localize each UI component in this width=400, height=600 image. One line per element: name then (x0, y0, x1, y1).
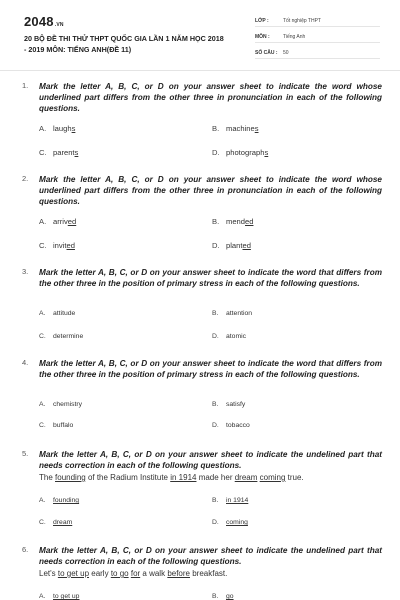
option-text: mend (226, 217, 245, 226)
option-b[interactable] (212, 401, 245, 408)
option-d[interactable] (212, 241, 251, 250)
option-letter: D. (212, 148, 220, 157)
option-letter: A. (39, 593, 46, 600)
option-text: satisfy (226, 401, 246, 408)
option-underlined: ed (66, 241, 75, 250)
option-letter: B. (212, 310, 219, 317)
question-number: 3. (22, 267, 29, 276)
question-prompt: Mark the letter A, B, C, or D on your answer sheet to indicate the word that differs from the other three in the position of primary stress in each of the following questions. (39, 268, 382, 288)
question-sentence (39, 472, 382, 483)
option-letter: C. (39, 422, 46, 429)
meta-class-row (255, 14, 380, 27)
option-underlined: s (264, 148, 269, 157)
sentence-underlined: to get up (57, 569, 90, 578)
question-number: 1. (22, 81, 29, 90)
meta-class-label: LỚP : (255, 18, 269, 24)
option-text: determine (53, 333, 84, 340)
option-letter: C. (39, 148, 47, 157)
option-c[interactable] (39, 148, 78, 157)
meta-subject-row (255, 30, 380, 43)
option-b[interactable] (212, 217, 253, 226)
header-divider (0, 70, 400, 71)
option-c[interactable] (39, 241, 75, 250)
option-text: tobacco (226, 422, 250, 429)
option-d[interactable] (212, 333, 246, 340)
option-letter: B. (212, 497, 219, 504)
sentence-underlined: coming (259, 473, 286, 482)
option-text: arriv (53, 217, 68, 226)
option-underlined: ed (242, 241, 251, 250)
option-text: atomic (226, 333, 247, 340)
site-logo[interactable] (24, 14, 64, 29)
option-b[interactable] (212, 310, 252, 317)
option-letter: A. (39, 497, 46, 504)
sentence-part: of the Radium Institute (85, 473, 171, 482)
sentence-part: a walk (140, 569, 168, 578)
option-letter: D. (212, 333, 219, 340)
option-letter: B. (212, 593, 219, 600)
sentence-part: breakfast. (190, 569, 228, 578)
option-text: attention (226, 310, 253, 317)
option-letter: C. (39, 519, 46, 526)
option-text: buffalo (53, 422, 74, 429)
option-letter: A. (39, 310, 46, 317)
option-text: attitude (53, 310, 76, 317)
sentence-underlined: for (130, 569, 141, 578)
option-a[interactable] (39, 593, 79, 600)
sentence-underlined: to go (110, 569, 129, 578)
option-underlined: dream (53, 519, 73, 526)
exam-title-line-2: - 2019 MÔN: TIẾNG ANH(ĐỀ 11) (24, 45, 132, 54)
option-letter: D. (212, 241, 220, 250)
question-prompt: Mark the letter A, B, C, or D on your answer sheet to indicate the word that differs from the other three in the position of primary stress in each of the following questions. (39, 359, 382, 379)
option-c[interactable] (39, 333, 83, 340)
sentence-underlined: founding (55, 473, 86, 482)
meta-count-value: 50 (283, 50, 289, 56)
option-letter: A. (39, 401, 46, 408)
option-letter: B. (212, 401, 219, 408)
question-number: 4. (22, 358, 29, 367)
option-letter: B. (212, 217, 220, 226)
option-a[interactable] (39, 401, 82, 408)
option-letter: D. (212, 519, 219, 526)
option-c[interactable] (39, 422, 73, 429)
option-text: invit (53, 241, 67, 250)
option-text: chemistry (53, 401, 83, 408)
option-underlined: to get up (53, 593, 80, 600)
question-prompt: Mark the letter A, B, C, or D on your answer sheet to indicate the undelined part that needs correction in each of the following questions. (39, 546, 382, 566)
sentence-part: The (39, 473, 56, 482)
option-underlined: ed (245, 217, 254, 226)
option-a[interactable] (39, 497, 79, 504)
option-underlined: in 1914 (226, 497, 249, 504)
option-underlined: s (254, 124, 259, 133)
question-number: 2. (22, 174, 29, 183)
option-b[interactable] (212, 497, 248, 504)
option-text: plant (226, 241, 243, 250)
meta-count-row (255, 46, 380, 59)
option-d[interactable] (212, 148, 268, 157)
question-sentence (39, 568, 382, 579)
option-letter: A. (39, 217, 47, 226)
option-a[interactable] (39, 310, 75, 317)
meta-subject-label: MÔN : (255, 34, 270, 40)
option-underlined: s (71, 124, 76, 133)
option-underlined: s (74, 148, 79, 157)
meta-count-label: SỐ CÂU : (255, 50, 278, 56)
option-d[interactable] (212, 422, 250, 429)
option-c[interactable] (39, 519, 72, 526)
sentence-part: made her (196, 473, 235, 482)
sentence-underlined: before (167, 569, 190, 578)
option-a[interactable] (39, 217, 76, 226)
option-text: photograph (226, 148, 265, 157)
option-b[interactable] (212, 593, 234, 600)
option-d[interactable] (212, 519, 248, 526)
option-b[interactable] (212, 124, 259, 133)
sentence-underlined: in 1914 (170, 473, 197, 482)
option-letter: B. (212, 124, 220, 133)
exam-header (0, 0, 400, 70)
question-prompt: Mark the letter A, B, C, or D on your answer sheet to indicate the word whose underlined part differs from the other three in pronunciation in each of the following questions. (39, 82, 382, 113)
logo-text: 2048 (24, 14, 54, 29)
meta-subject-value: Tiếng Anh (283, 34, 306, 40)
option-letter: C. (39, 241, 47, 250)
option-underlined: founding (53, 497, 80, 504)
option-text: laugh (53, 124, 72, 133)
option-a[interactable] (39, 124, 75, 133)
sentence-underlined: dream (234, 473, 258, 482)
sentence-part: early (89, 569, 111, 578)
question-prompt: Mark the letter A, B, C, or D on your answer sheet to indicate the word whose underlined part differs from the other three in pronunciation in each of the following questions. (39, 175, 382, 206)
option-underlined: go (226, 593, 234, 600)
meta-class-value: Tốt nghiệp THPT (283, 18, 321, 24)
option-letter: D. (212, 422, 219, 429)
question-number: 5. (22, 449, 29, 458)
option-letter: C. (39, 333, 46, 340)
option-text: machine (226, 124, 255, 133)
option-text: parent (53, 148, 75, 157)
question-prompt: Mark the letter A, B, C, or D on your answer sheet to indicate the undelined part that needs correction in each of the following questions. (39, 450, 382, 470)
exam-title-line-1: 20 BỘ ĐỀ THI THỬ THPT QUỐC GIA LẦN 1 NĂM HỌC 2018 (24, 34, 224, 43)
sentence-part: Let's (39, 569, 58, 578)
exam-title (24, 33, 249, 55)
option-underlined: ed (67, 217, 77, 226)
question-number: 6. (22, 545, 29, 554)
logo-suffix: .VN (54, 22, 64, 28)
sentence-part: true. (285, 473, 304, 482)
option-underlined: coming (226, 519, 248, 526)
option-letter: A. (39, 124, 47, 133)
